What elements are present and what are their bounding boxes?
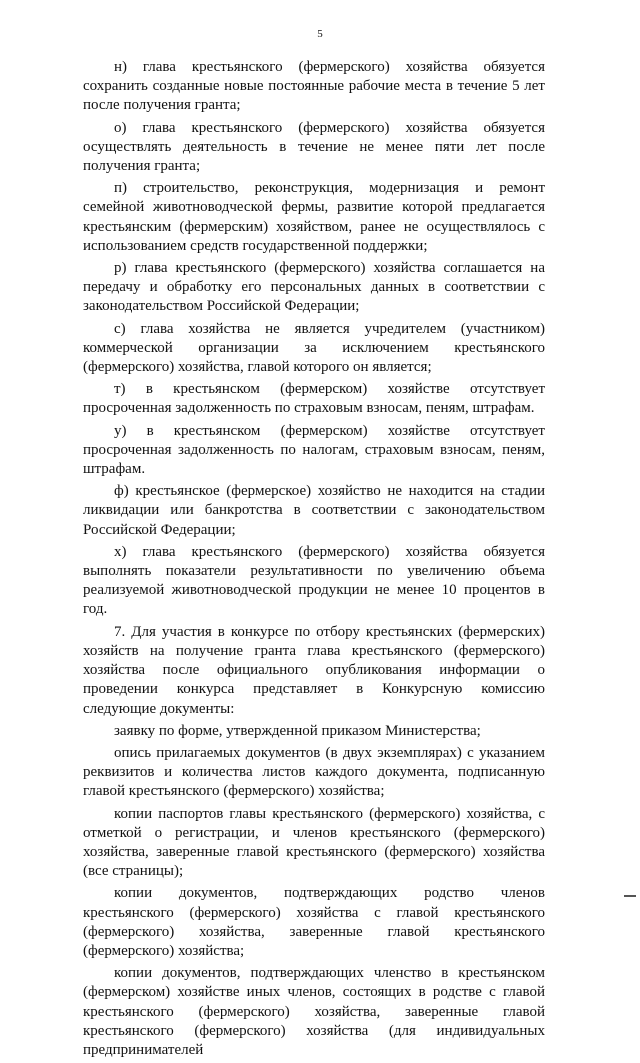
paragraph-n: н) глава крестьянского (фермерского) хозяйства обязуется сохранить созданные новые постоянные рабочие места в течение 5 лет после получения гранта;: [83, 59, 545, 114]
paragraph-membership-documents: копии документов, подтверждающих членство в крестьянском (фермерском) хозяйстве иных членов, состоящих в родстве с главой крестьянского (фермерского) хозяйства, заверенные главой крестьянского (фермерского) хозяйства (для индивидуальных предпринимателей: [83, 965, 545, 1058]
paragraph-passport-copies: копии паспортов главы крестьянского (фермерского) хозяйства, с отметкой о регистрации, и членов крестьянского (фермерского) хозяйства, заверенные главой крестьянского (фермерского) хозяйства (все страницы);: [83, 805, 545, 880]
page-number: 5: [317, 28, 323, 40]
paragraph-h: х) глава крестьянского (фермерского) хозяйства обязуется выполнять показатели результативности по увеличению объема реализуемой животноводческой продукции не менее 10 процентов в год.: [83, 543, 545, 618]
paragraph-o: о) глава крестьянского (фермерского) хозяйства обязуется осуществлять деятельность в течение не менее пяти лет после получения гранта;: [83, 119, 545, 175]
paragraph-s: с) глава хозяйства не является учредителем (участником) коммерческой организации за исключением крестьянского (фермерского) хозяйства, главой которого он является;: [83, 320, 545, 376]
paragraph-t: т) в крестьянском (фермерском) хозяйстве отсутствует просроченная задолженность по страховым взносам, пеням, штрафам.: [83, 381, 545, 417]
paragraph-r: р) глава крестьянского (фермерского) хозяйства соглашается на передачу и обработку его персональных данных в соответствии с законодательством Российской Федерации;: [83, 260, 545, 315]
paragraph-application-form: заявку по форме, утвержденной приказом Министерства;: [114, 722, 481, 739]
scan-edge-mark: [624, 895, 636, 897]
paragraph-u: у) в крестьянском (фермерском) хозяйстве отсутствует просроченная задолженность по налогам, страховым взносам, пеням, штрафам.: [83, 422, 545, 478]
paragraph-section-7: 7. Для участия в конкурсе по отбору крестьянских (фермерских) хозяйств на получение гранта глава крестьянского (фермерского) хозяйства после официального опубликования информации о проведении конкурса представляет в Конкурсную комиссию следующие документы:: [83, 623, 545, 717]
paragraph-p: п) строительство, реконструкция, модернизация и ремонт семейной животноводческой фермы, развитие которой предлагается крестьянским (фермерским) хозяйством, ранее не осуществлялось с использованием средств государственной поддержки;: [83, 180, 545, 254]
paragraph-f: ф) крестьянское (фермерское) хозяйство не находится на стадии ликвидации или банкротства в соответствии с законодательством Российской Федерации;: [83, 483, 545, 538]
paragraph-document-inventory: опись прилагаемых документов (в двух экземплярах) с указанием реквизитов и количества листов каждого документа, подписанную главой крестьянского (фермерского) хозяйства;: [83, 744, 545, 800]
document-body: [83, 58, 545, 1063]
paragraph-kinship-documents: копии документов, подтверждающих родство членов крестьянского (фермерского) хозяйства с главой крестьянского (фермерского) хозяйства, заверенные главой крестьянского (фермерского) хозяйства;: [83, 885, 545, 959]
